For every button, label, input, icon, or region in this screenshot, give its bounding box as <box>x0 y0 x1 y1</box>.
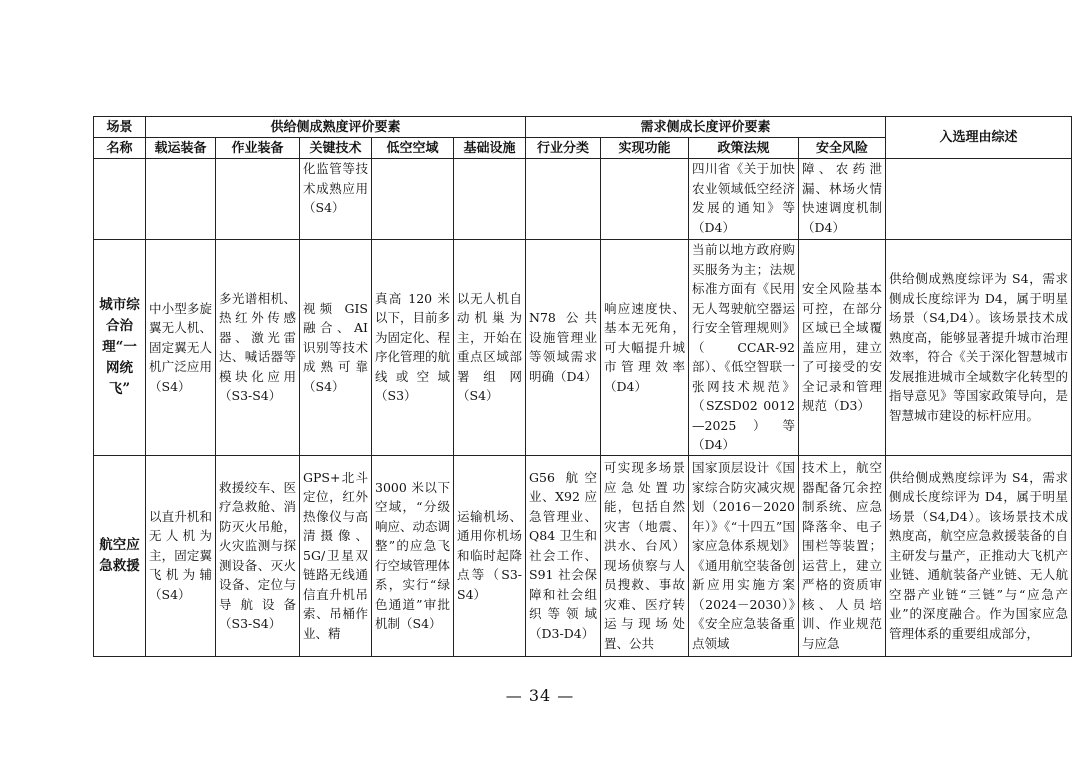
cell-policy: 四川省《关于加快农业领域低空经济发展的通知》等（D4） <box>689 159 799 240</box>
header-row-groups <box>94 117 1072 138</box>
cell-reason <box>886 159 1072 240</box>
header-reason: 入选理由综述 <box>886 117 1072 159</box>
scene-name <box>94 159 146 240</box>
header-scene-name: 名称 <box>94 138 146 159</box>
cell-work-equipment: 多光谱相机、热红外传感器、激光雷达、喊话器等模块化应用（S3-S4） <box>216 240 300 456</box>
table-row <box>94 240 1072 456</box>
cell-reason: 供给侧成熟度综评为 S4，需求侧成长度综评为 D4，属于明星场景（S4,D4）。该场景技术成熟度高，能够显著提升城市治理效率，符合《关于深化智慧城市发展推进城市全域数字化转型的指导意见》等国家政策导向，是智慧城市建设的标杆应用。 <box>886 240 1072 456</box>
cell-safety: 安全风险基本可控，在部分区域已全域覆盖应用，建立了可接受的安全记录和管理规范（D3） <box>799 240 886 456</box>
cell-work-equipment: 救援绞车、医疗急救舱、消防灭火吊舱，火灾监测与探测设备、灭火设备、定位与导航设备（S3-S4） <box>216 455 300 656</box>
cell-function <box>601 159 689 240</box>
cell-industry <box>526 159 601 240</box>
header-scene: 场景 <box>94 117 146 138</box>
header-supply-group: 供给侧成熟度评价要素 <box>146 117 526 138</box>
cell-reason: 供给侧成熟度综评为 S4，需求侧成长度综评为 D4，属于明星场景（S4,D4）。该场景技术成熟度高，航空应急救援装备的自主研发与量产，正推动大飞机产业链、通航装备产业链、无人航空器产业链“三链”与“应急产业”的深度融合。作为国家应急管理体系的重要组成部分， <box>886 455 1072 656</box>
cell-carrier: 以直升机和无人机为主，固定翼飞机为辅（S4） <box>146 455 216 656</box>
cell-industry: N78 公共设施管理业等领域需求明确（D4） <box>526 240 601 456</box>
cell-industry: G56 航空业、X92 应急管理业、Q84 卫生和社会工作、S91 社会保障和社会组织等领域（D3-D4） <box>526 455 601 656</box>
cell-infrastructure: 以无人机自动机巢为主，开始在重点区域部署组网（S4） <box>454 240 526 456</box>
cell-safety: 技术上，航空器配备冗余控制系统、应急降落伞、电子围栏等装置；运营上，建立严格的资质审核、人员培训、作业规范与应急 <box>799 455 886 656</box>
cell-key-tech: GPS+北斗定位，红外热像仪与高清摄像、5G/卫星双链路无线通信直升机吊索、吊桶作业、精 <box>300 455 372 656</box>
cell-infrastructure: 运输机场、通用你机场和临时起降点等（S3-S4） <box>454 455 526 656</box>
cell-policy: 国家顶层设计《国家综合防灾减灾规划（2016－2020 年）》《“十四五”国家应急体系规划》《通用航空装备创新应用实施方案（2024－2030）》《安全应急装备重点领域 <box>689 455 799 656</box>
cell-carrier <box>146 159 216 240</box>
header-airspace: 低空空域 <box>372 138 454 159</box>
header-function: 实现功能 <box>601 138 689 159</box>
header-key-tech: 关键技术 <box>300 138 372 159</box>
cell-safety: 障、农药泄漏、林场火情快速调度机制（D4） <box>799 159 886 240</box>
page-number: — 34 — <box>505 686 575 705</box>
cell-function: 可实现多场景应急处置功能，包括自然灾害（地震、洪水、台风）现场侦察与人员搜救、事故灾难、医疗转运与现场处置、公共 <box>601 455 689 656</box>
evaluation-table <box>93 116 1072 657</box>
cell-function: 响应速度快、基本无死角，可大幅提升城市管理效率（D4） <box>601 240 689 456</box>
cell-key-tech: 视频 GIS 融合、AI 识别等技术成熟可靠（S4） <box>300 240 372 456</box>
cell-carrier: 中小型多旋翼无人机、固定翼无人机广泛应用（S4） <box>146 240 216 456</box>
header-work-equipment: 作业装备 <box>216 138 300 159</box>
header-infrastructure: 基础设施 <box>454 138 526 159</box>
cell-airspace: 真高 120 米以下，目前多为固定化、程序化管理的航线或空域（S3） <box>372 240 454 456</box>
cell-key-tech: 化监管等技术成熟应用（S4） <box>300 159 372 240</box>
header-policy: 政策法规 <box>689 138 799 159</box>
header-carrier: 载运装备 <box>146 138 216 159</box>
header-industry: 行业分类 <box>526 138 601 159</box>
cell-work-equipment <box>216 159 300 240</box>
header-demand-group: 需求侧成长度评价要素 <box>526 117 886 138</box>
cell-airspace: 3000 米以下空域，“分级响应、动态调整”的应急飞行空域管理体系，实行“绿色通道”审批机制（S4） <box>372 455 454 656</box>
table-row <box>94 455 1072 656</box>
scene-name: 航空应急救援 <box>94 455 146 656</box>
cell-policy: 当前以地方政府购买服务为主；法规标准方面有《民用无人驾驶航空器运行安全管理规则》（CCAR-92 部）、《低空智联一张网技术规范》（SZSD02 0012—2025）等（D4） <box>689 240 799 456</box>
scene-name: 城市综合治理“一网统飞” <box>94 240 146 456</box>
cell-airspace <box>372 159 454 240</box>
table-row <box>94 159 1072 240</box>
header-safety: 安全风险 <box>799 138 886 159</box>
cell-infrastructure <box>454 159 526 240</box>
